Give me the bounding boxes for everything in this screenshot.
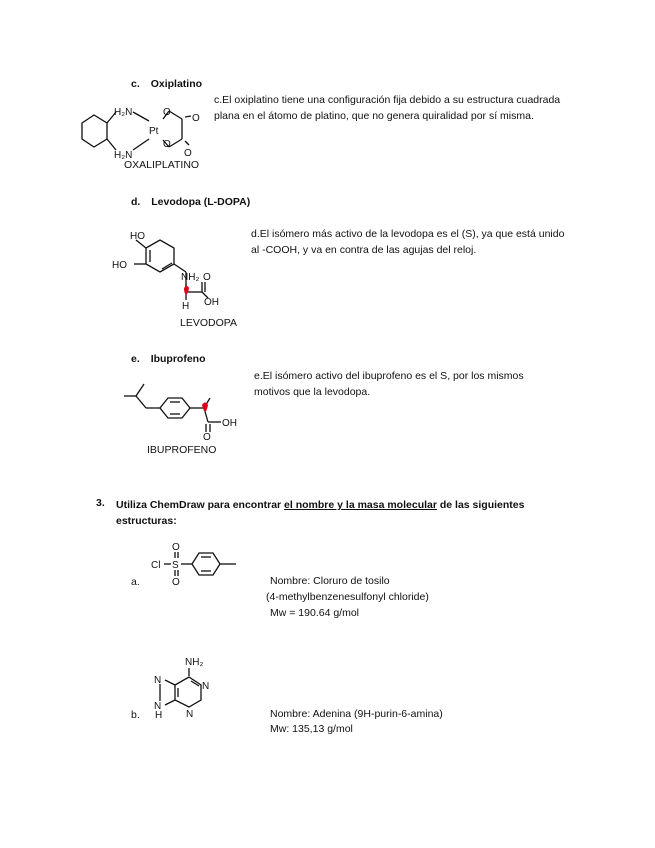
tosyl-chloride-structure: [148, 541, 243, 587]
ibu-stereocenter-marker: [202, 403, 208, 413]
levo-oh: OH: [204, 297, 219, 308]
section-e-title: Ibuprofeno: [150, 353, 206, 365]
levodopa-structure: [108, 226, 243, 318]
section-e-heading: [131, 353, 206, 365]
ade-n7: N: [154, 675, 162, 686]
q3-item-a-mw: Mw = 190.64 g/mol: [270, 607, 360, 619]
section-e-letter: e.: [131, 353, 140, 365]
question-3-number: 3.: [96, 497, 105, 509]
ade-n9: N: [154, 701, 162, 712]
section-c-heading: [131, 78, 202, 90]
oxa-nh2-top: H₂N: [114, 107, 133, 118]
levo-ho-bottom: HO: [112, 260, 127, 271]
section-e-text: e.El isómero activo del ibuprofeno es el S, por los mismos motivos que la levodopa.: [254, 370, 524, 398]
q3-text-after: de las siguientes: [436, 499, 525, 511]
section-d-title: Levodopa (L-DOPA): [151, 196, 251, 208]
question-3-text: [116, 497, 576, 529]
oxa-pt: Pt: [149, 126, 159, 137]
tos-s: S: [172, 560, 179, 571]
q3-text-before: Utiliza ChemDraw para encontrar: [116, 499, 285, 511]
q3-item-a-name: Nombre: Cloruro de tosilo: [270, 575, 390, 587]
oxaliplatin-caption: OXALIPLATINO: [124, 159, 200, 171]
section-c-text: c.El oxiplatino tiene una configuración fija debido a su estructura cuadrada plana en el átomo de platino, que no genera quiralidad por sí misma.: [214, 94, 561, 122]
section-d-heading: [131, 196, 250, 208]
ibu-oh: OH: [222, 418, 237, 429]
tos-cl: Cl: [151, 560, 161, 571]
adenine-structure: [148, 652, 218, 720]
tos-o-bottom: O: [172, 577, 180, 587]
levo-h: H: [182, 301, 190, 312]
levo-stereocenter-marker: [184, 286, 189, 295]
ibuprofen-caption: IBUPROFENO: [147, 444, 217, 456]
oxa-nh2-bottom: H₂N: [114, 150, 133, 161]
q3-item-a-alt-name: (4-methylbenzenesulfonyl chloride): [266, 591, 429, 603]
ade-nh2: NH₂: [185, 657, 204, 668]
ibuprofen-structure: [118, 374, 248, 444]
q3-text-line2: estructuras:: [116, 515, 177, 527]
ade-n1: N: [202, 681, 210, 692]
levo-o: O: [203, 272, 211, 283]
section-c-letter: c.: [131, 78, 140, 90]
section-d-text: d.El isómero más activo de la levodopa es el (S), ya que está unido al -COOH, y va en contra de las agujas del reloj.: [251, 228, 565, 256]
oxa-o2: O: [163, 139, 171, 150]
q3-item-b-mw: Mw: 135,13 g/mol: [270, 723, 353, 735]
oxa-o4: O: [184, 148, 192, 159]
ibu-o: O: [203, 432, 211, 443]
ade-n3: N: [186, 709, 194, 720]
levodopa-caption: LEVODOPA: [180, 317, 237, 329]
section-c-title: Oxiplatino: [150, 78, 203, 90]
section-d-letter: d.: [131, 196, 141, 208]
levo-ho-top: HO: [130, 231, 145, 242]
tos-o-top: O: [172, 542, 180, 553]
q3-item-b-name: Nombre: Adenina (9H-purin-6-amina): [270, 708, 443, 720]
oxa-o1: O: [163, 107, 171, 118]
ade-h9: H: [155, 710, 163, 720]
oxa-o3: O: [192, 113, 200, 124]
q3-text-underlined: el nombre y la masa molecular: [284, 499, 437, 511]
q3-item-b-letter: b.: [131, 709, 140, 721]
q3-item-a-letter: a.: [131, 576, 140, 588]
levo-nh2: NH₂: [181, 272, 200, 283]
